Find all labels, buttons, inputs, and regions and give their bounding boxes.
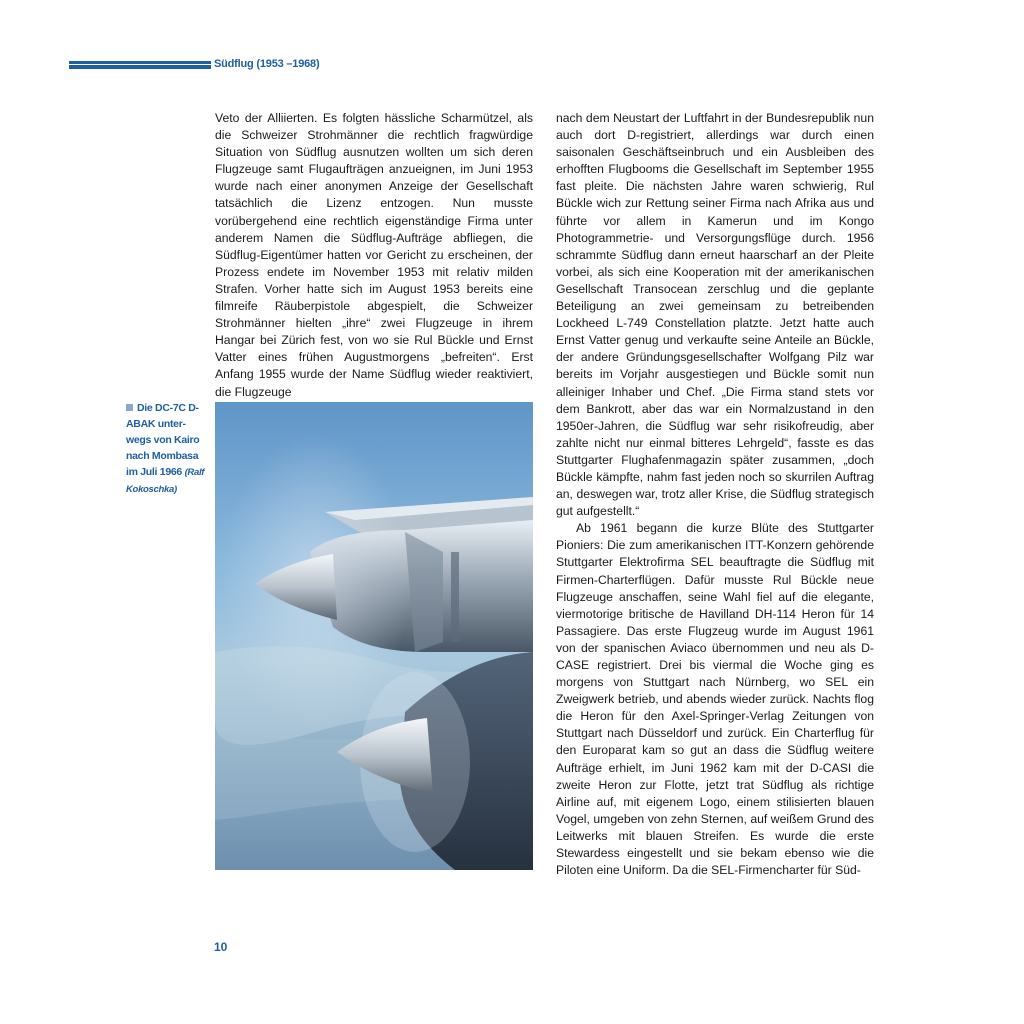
right-paragraph-2: Ab 1961 begann die kurze Blüte des Stuttgarter Pioniers: Die zum amerikanischen ITT-Konzern gehörende Stuttgarter Elektrofirma SEL beauftragte die Südflug mit Firmen-Charterflügen. Dafür musste Rul Bückle neue Flugzeuge anschaffen, seine Wahl fiel auf die elegante, viermotorige britische de Havilland DH-114 Heron für 14 Passagiere. Das erste Flugzeug wurde im August 1961 von der spanischen Aviaco übernommen und neu als D-CASE registriert. Drei bis viermal die Woche ging es morgens von Stuttgart nach Nürnberg, wo SEL ein Zweigwerk betrieb, und abends wieder zurück. Nachts flog die Heron für den Axel-Springer-Verlag Zeitungen von Stuttgart nach Düsseldorf und zurück. Ein Charterflug für den Europarat kam so gut an dass die Südflug weitere Aufträge erhielt, im Juni 1962 kam mit der D-CASI die zweite Heron zur Flotte, jetzt trat Südflug als richtige Airline auf, mit eigenem Logo, einem stilisierten blauen Vogel, umgeben von zehn Sternen, auf weißem Grund des Leitwerks mit blauen Streifen. Es wurde die erste Stewardess eingestellt und sie bekam ebenso wie die Piloten eine Uniform. Da die SEL-Firmencharter für Süd- [556,521,874,878]
right-text-column [556,110,874,879]
caption-credit: (Ralf Kokoschka) [126,467,205,495]
left-paragraph-1: Veto der Alliierten. Es folgten hässliche Scharmützel, als die Schweizer Strohmänner die rechtlich fragwürdige Situation von Südflug ausnutzen wollten um sich deren Flugzeuge samt Flugaufträgen anzueignen, im Juni 1953 wurde nach einer anonymen Anzeige der Gesellschaft tatsächlich die Lizenz entzogen. Nun musste vorübergehend eine rechtlich eigenständige Firma unter anderem Namen die Südflug-Aufträge abfliegen, die Südflug-Eigentümer hatten vor Gericht zu erscheinen, der Prozess endete im November 1953 mit relativ milden Strafen. Vorher hatte sich im August 1953 bereits eine filmreife Räuberpistole abgespielt, die Schweizer Strohmänner hielten „ihre“ zwei Flugzeuge in ihrem Hangar bei Zürich fest, von wo sie Rul Bückle und Ernst Vatter eines frühen Augustmorgens „befreiten“. Erst Anfang 1955 wurde der Name Südflug wieder reaktiviert, die Flugzeuge [215,111,533,399]
left-text-column [215,110,533,401]
caption-marker-square [126,404,133,411]
running-head: Südflug (1953 –1968) [214,58,320,70]
photo-caption [126,400,208,498]
caption-text: Die DC-7C D-ABAK unter-wegs von Kairo nach Mombasa im Juli 1966 [126,402,200,478]
aircraft-engine-photo [215,402,533,870]
page-number: 10 [214,940,228,954]
header-rule [69,61,211,69]
right-paragraph-1: nach dem Neustart der Luftfahrt in der Bundesrepublik nun auch dort D-registriert, allerdings war durch einen saisonalen Geschäftseinbruch und ein Ausbleiben des erhofften Flugbooms die Gesellschaft im September 1955 fast pleite. Die nächsten Jahre waren schwierig, Rul Bückle wich zur Rettung seiner Firma nach Afrika aus und führte vor allem in Kamerun und im Kongo Photogrammetrie- und Versorgungsflüge durch. 1956 schrammte Südflug dann erneut haarscharf an der Pleite vorbei, als sich eine Kooperation mit der amerikanischen Gesellschaft Transocean zerschlug und die geplante Beteiligung an zwei gemeinsam zu betreibenden Lockheed L-749 Constellation platzte. Jetzt hatte auch Ernst Vatter genug und verkaufte seine Anteile an Bückle, der andere Gründungsgesellschafter Wolfgang Pilz war bereits im Vorjahr ausgestiegen und Bückle somit nun alleiniger Inhaber und Chef. „Die Firma stand stets vor dem Bankrott, aber das war ein Normalzustand in den 1950er-Jahren, die Südflug war sehr risikofreudig, aber zahlte nicht nur einmal bitteres Lehrgeld“, fasste es das Stuttgarter Flughafenmagazin später zusammen, „doch Bückle kämpfte, nahm fast jeden noch so skurrilen Auftrag an, deswegen war, trotz aller Krise, die Südflug strategisch gut aufgestellt.“ [556,111,874,519]
